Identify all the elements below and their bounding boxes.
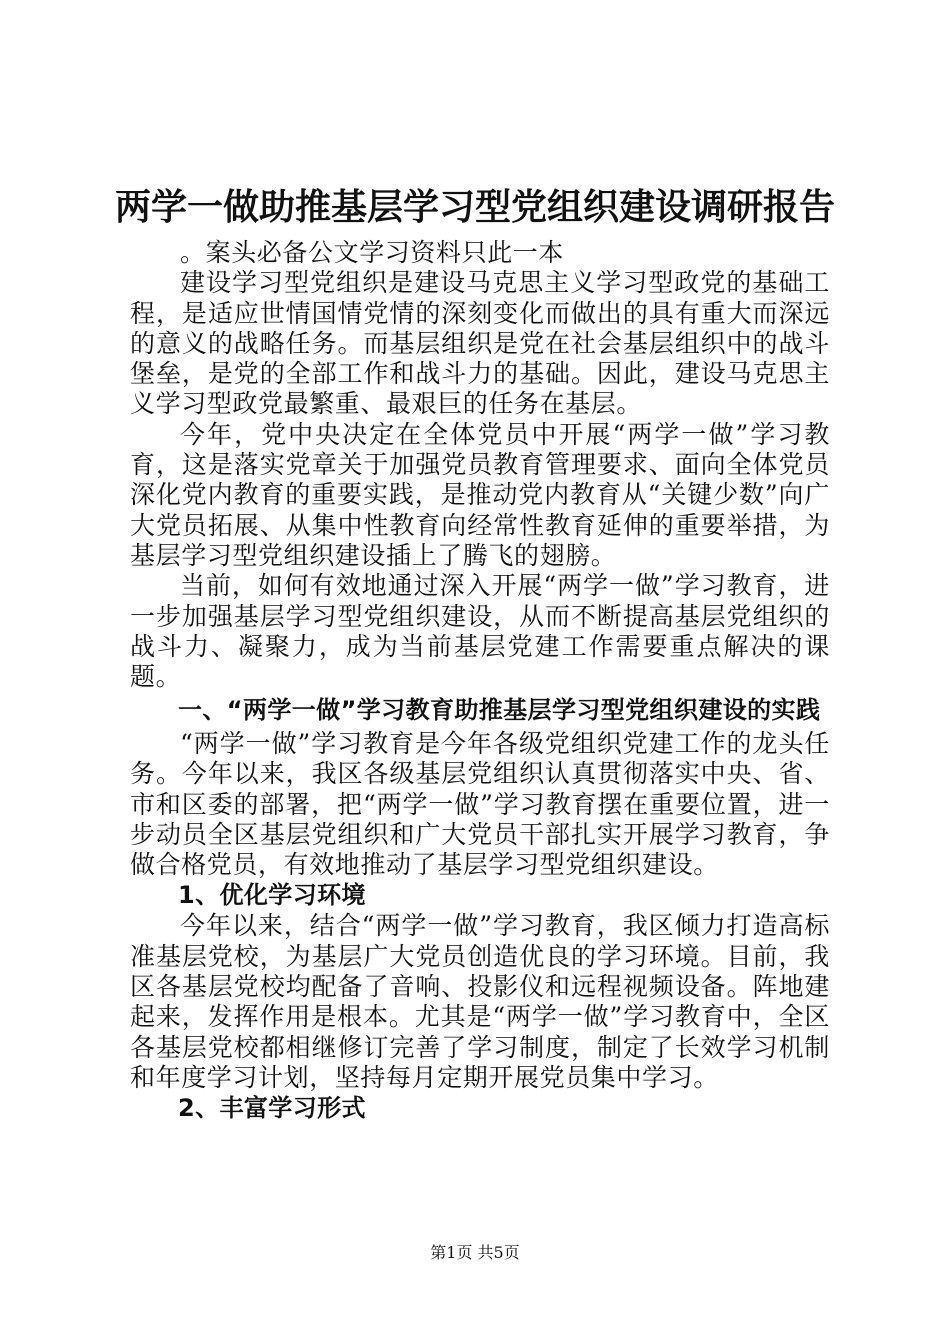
paragraph-5: 今年以来，结合“两学一做”学习教育，我区倾力打造高标准基层党校，为基层广大党员创造优良的学习环境。目前，我区各基层党校均配备了音响、投影仪和远程视频设备。阵地建起来，发挥作用是根本。尤其是“两学一做”学习教育中，全区各基层党校都相继修订完善了学习制度，制定了长效学习机制和年度学习计划，坚持每月定期开展党员集中学习。 (130, 911, 830, 1092)
paragraph-4: “两学一做”学习教育是今年各级党组织党建工作的龙头任务。今年以来，我区各级基层党组织认真贯彻落实中央、省、市和区委的部署，把“两学一做”学习教育摆在重要位置，进一步动员全区基层党组织和广大党员干部扎实开展学习教育，争做合格党员，有效地推动了基层学习型党组织建设。 (130, 728, 830, 880)
paragraph-2: 今年，党中央决定在全体党员中开展“两学一做”学习教育，这是落实党章关于加强党员教育管理要求、面向全体党员深化党内教育的重要实践，是推动党内教育从“关键少数”向广大党员拓展、从集中性教育向经常性教育延伸的重要举措，为基层学习型党组织建设插上了腾飞的翅膀。 (130, 419, 830, 570)
subheading-2: 2、丰富学习形式 (178, 1094, 366, 1123)
document-body (130, 238, 830, 1124)
paragraph-3: 当前，如何有效地通过深入开展“两学一做”学习教育，进一步加强基层学习型党组织建设，从而不断提高基层党组织的战斗力、凝聚力，成为当前基层党建工作需要重点解决的课题。 (130, 571, 830, 692)
intro-note: 。案头必备公文学习资料只此一本 (180, 238, 565, 267)
document-title: 两学一做助推基层学习型党组织建设调研报告 (114, 187, 835, 228)
subheading-1: 1、优化学习环境 (178, 881, 366, 910)
paragraph-1: 建设学习型党组织是建设马克思主义学习型政党的基础工程，是适应世情国情党情的深刻变化而做出的具有重大而深远的意义的战略任务。而基层组织是党在社会基层组织中的战斗堡垒，是党的全部工作和战斗力的基础。因此，建设马克思主义学习型政党最繁重、最艰巨的任务在基层。 (130, 268, 830, 419)
section-heading-1: 一、“两学一做”学习教育助推基层学习型党组织建设的实践 (178, 696, 821, 725)
page-footer: 第1页 共5页 (430, 1243, 520, 1262)
